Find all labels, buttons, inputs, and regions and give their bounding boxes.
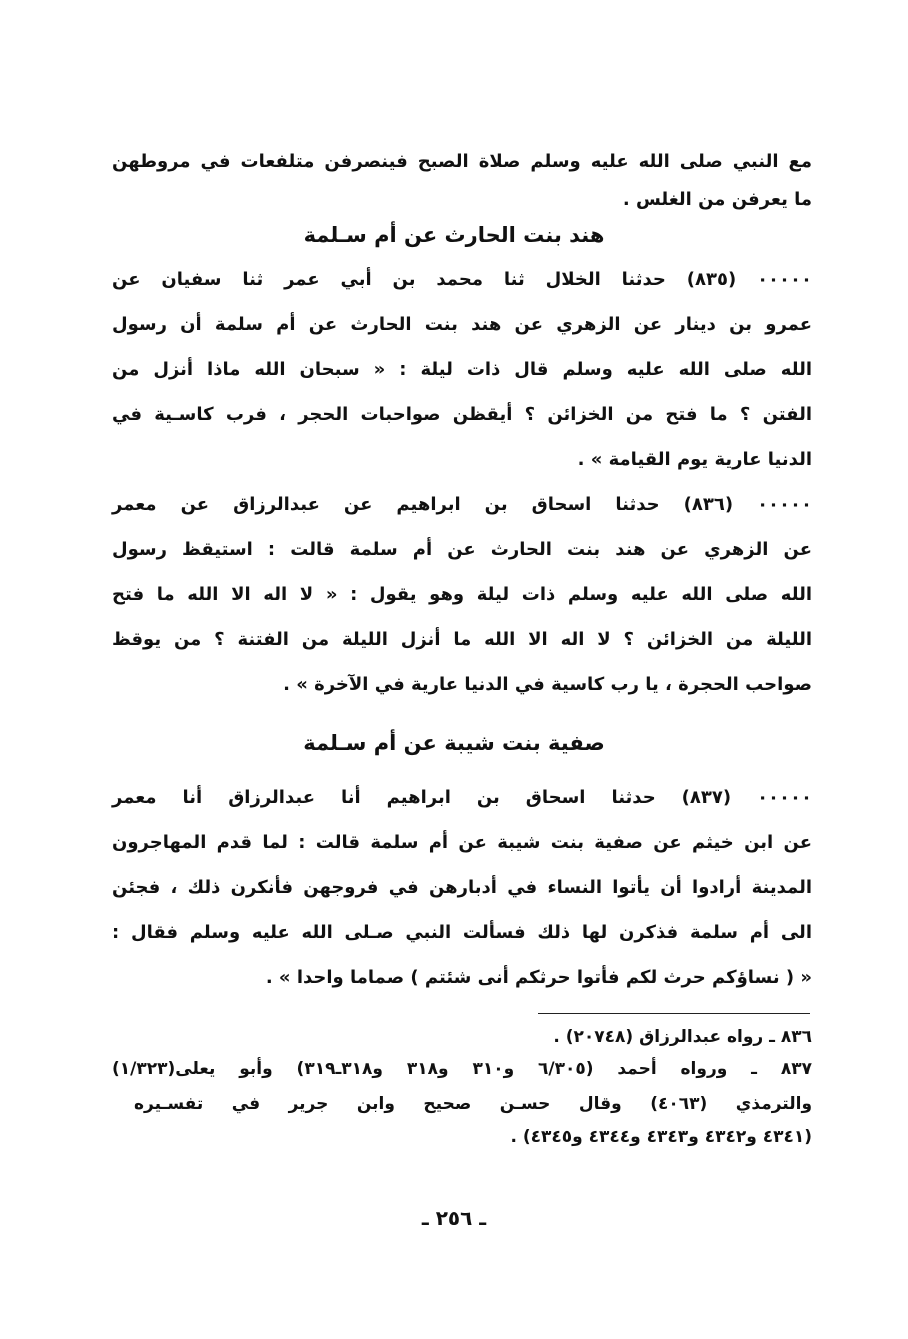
footnote-line: ٨٣٧ ـ ورواه أحمد (٦/٣٠٥ و٣١٠ و٣١٨ و٣١٨ـ٣١٩) وأبو يعلى(١/٣٢٣) — [112, 1059, 812, 1079]
page-number: ـ ٢٥٦ ـ — [421, 1206, 487, 1230]
hadith-line: عن الزهري عن هند بنت الحارث عن أم سلمة قالت : استيقظ رسول — [112, 539, 812, 560]
hadith-line: صواحب الحجرة ، يا رب كاسية في الدنيا عارية في الآخرة » . — [283, 674, 812, 695]
text-line: مع النبي صلى الله عليه وسلم صلاة الصبح فينصرفن متلفعات في مروطهن — [112, 151, 812, 172]
hadith-line: الفتن ؟ ما فتح من الخزائن ؟ أيقظن صواحبات الحجر ، فرب كاسـية في — [112, 404, 812, 425]
hadith-line: عن ابن خيثم عن صفية بنت شيبة عن أم سلمة قالت : لما قدم المهاجرون — [112, 832, 812, 853]
hadith-line: ٠٠٠٠٠ (٨٣٧) حدثنا اسحاق بن ابراهيم أنا عبدالرزاق أنا معمر — [112, 787, 812, 808]
text-line: ما يعرفن من الغلس . — [622, 189, 812, 210]
footnote-line: ٨٣٦ ـ رواه عبدالرزاق (٢٠٧٤٨) . — [553, 1027, 812, 1047]
hadith-line: ٠٠٠٠٠ (٨٣٥) حدثنا الخلال ثنا محمد بن أبي عمر ثنا سفيان عن — [112, 269, 812, 290]
section-heading: هند بنت الحارث عن أم سـلمة — [303, 223, 605, 247]
footnote-line: والترمذي (٤٠٦٣) وقال حسـن صحيح وابن جرير في تفسـيره — [134, 1094, 813, 1114]
hadith-line: الدنيا عارية يوم القيامة » . — [577, 449, 812, 470]
hadith-line: « ( نساؤكم حرث لكم فأتوا حرثكم أنى شئتم ) صماما واحدا » . — [265, 967, 812, 988]
hadith-line: الله صلى الله عليه وسلم ذات ليلة وهو يقول : « لا اله الا الله ما فتح — [112, 584, 812, 605]
hadith-line: المدينة أرادوا أن يأتوا النساء في أدبارهن في فروجهن فأنكرن ذلك ، فجئن — [112, 877, 812, 898]
section-heading: صفية بنت شيبة عن أم سـلمة — [303, 731, 605, 755]
hadith-line: ٠٠٠٠٠ (٨٣٦) حدثنا اسحاق بن ابراهيم عن عبدالرزاق عن معمر — [112, 494, 812, 515]
hadith-line: عمرو بن دينار عن الزهري عن هند بنت الحارث عن أم سلمة أن رسول — [112, 314, 812, 335]
hadith-line: الله صلى الله عليه وسلم قال ذات ليلة : « سبحان الله ماذا أنزل من — [112, 359, 812, 380]
footnote-line: (٤٣٤١ و٤٣٤٢ و٤٣٤٣ و٤٣٤٤ و٤٣٤٥) . — [510, 1127, 812, 1147]
hadith-line: الى أم سلمة فذكرن لها ذلك فسألت النبي صـلى الله عليه وسلم فقال : — [112, 922, 812, 943]
footnote-divider — [538, 1013, 810, 1014]
hadith-line: الليلة من الخزائن ؟ لا اله الا الله ما أنزل الليلة من الفتنة ؟ من يوقظ — [112, 629, 812, 650]
